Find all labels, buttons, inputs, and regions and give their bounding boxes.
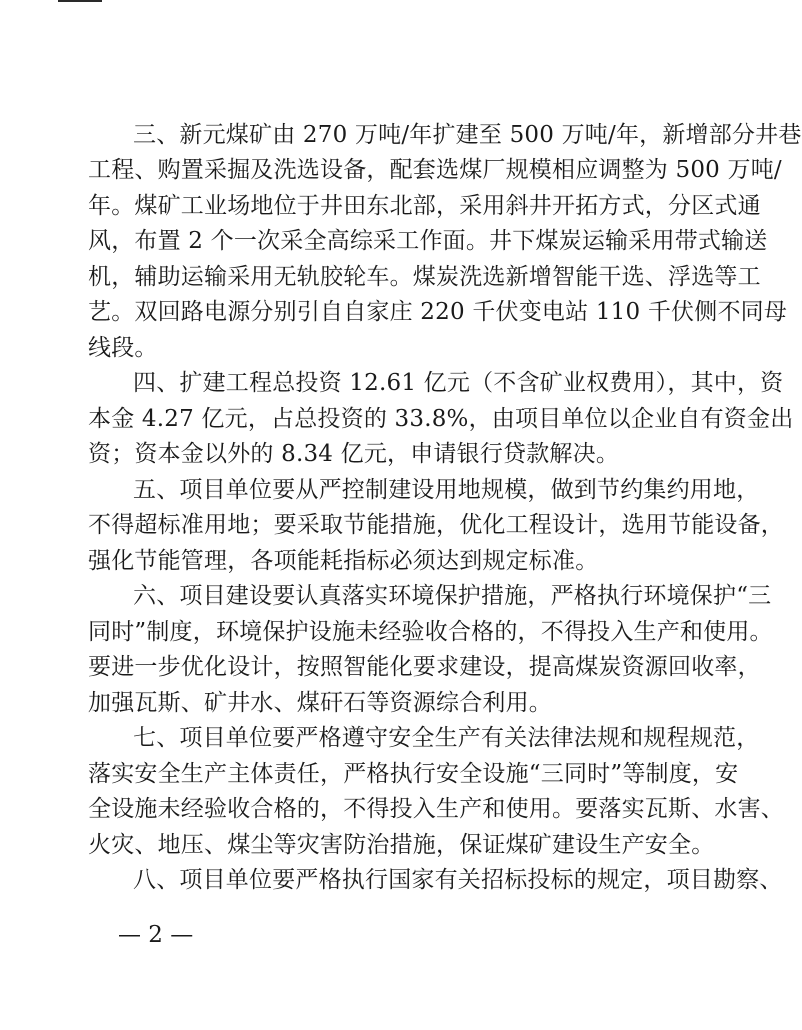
paragraph-7-line-4: 火灾、地压、煤尘等灾害防治措施，保证煤矿建设生产安全。 — [88, 832, 715, 858]
paragraph-4-line-1: 四、扩建工程总投资 12.61 亿元（不含矿业权费用），其中，资 — [133, 370, 784, 396]
page-number: — 2 — — [118, 922, 194, 948]
paragraph-3-line-1: 三、新元煤矿由 270 万吨/年扩建至 500 万吨/年，新增部分井巷 — [133, 122, 802, 148]
paragraph-3-line-6: 艺。双回路电源分别引自自家庄 220 千伏变电站 110 千伏侧不同母 — [88, 299, 788, 325]
paragraph-7-line-2: 落实安全生产主体责任，严格执行安全设施“三同时”等制度，安 — [88, 761, 739, 787]
paragraph-3-line-3: 年。煤矿工业场地位于井田东北部，采用斜井开拓方式，分区式通 — [88, 193, 761, 219]
paragraph-6-line-3: 要进一步优化设计，按照智能化要求建设，提高煤炭资源回收率， — [88, 654, 761, 680]
paragraph-5-line-1: 五、项目单位要从严控制建设用地规模，做到节约集约用地， — [133, 477, 760, 503]
paragraph-8-line-1: 八、项目单位要严格执行国家有关招标投标的规定，项目勘察、 — [133, 867, 783, 893]
paragraph-3-line-7: 线段。 — [88, 335, 158, 361]
paragraph-7-line-1: 七、项目单位要严格遵守安全生产有关法律法规和规程规范， — [133, 725, 760, 751]
paragraph-3-line-4: 风，布置 2 个一次采全高综采工作面。井下煤炭运输采用带式输送 — [88, 228, 768, 254]
paragraph-6-line-2: 同时”制度，环境保护设施未经验收合格的，不得投入生产和使用。 — [88, 619, 773, 645]
paragraph-4-line-3: 资；资本金以外的 8.34 亿元，申请银行贷款解决。 — [88, 441, 620, 467]
paragraph-6-line-4: 加强瓦斯、矿井水、煤矸石等资源综合利用。 — [88, 690, 552, 716]
paragraph-6-line-1: 六、项目建设要认真落实环境保护措施，严格执行环境保护“三 — [133, 583, 772, 609]
paragraph-4-line-2: 本金 4.27 亿元，占总投资的 33.8%，由项目单位以企业自有资金出 — [88, 406, 794, 432]
paragraph-3-line-5: 机，辅助运输采用无轨胶轮车。煤炭洗选新增智能干选、浮选等工 — [88, 264, 761, 290]
paragraph-5-line-3: 强化节能管理，各项能耗指标必须达到规定标准。 — [88, 548, 599, 574]
paragraph-3-line-2: 工程、购置采掘及洗选设备，配套选煤厂规模相应调整为 500 万吨/ — [88, 157, 782, 183]
paragraph-5-line-2: 不得超标准用地；要采取节能措施，优化工程设计，选用节能设备， — [88, 512, 784, 538]
paragraph-7-line-3: 全设施未经验收合格的，不得投入生产和使用。要落实瓦斯、水害、 — [88, 796, 784, 822]
